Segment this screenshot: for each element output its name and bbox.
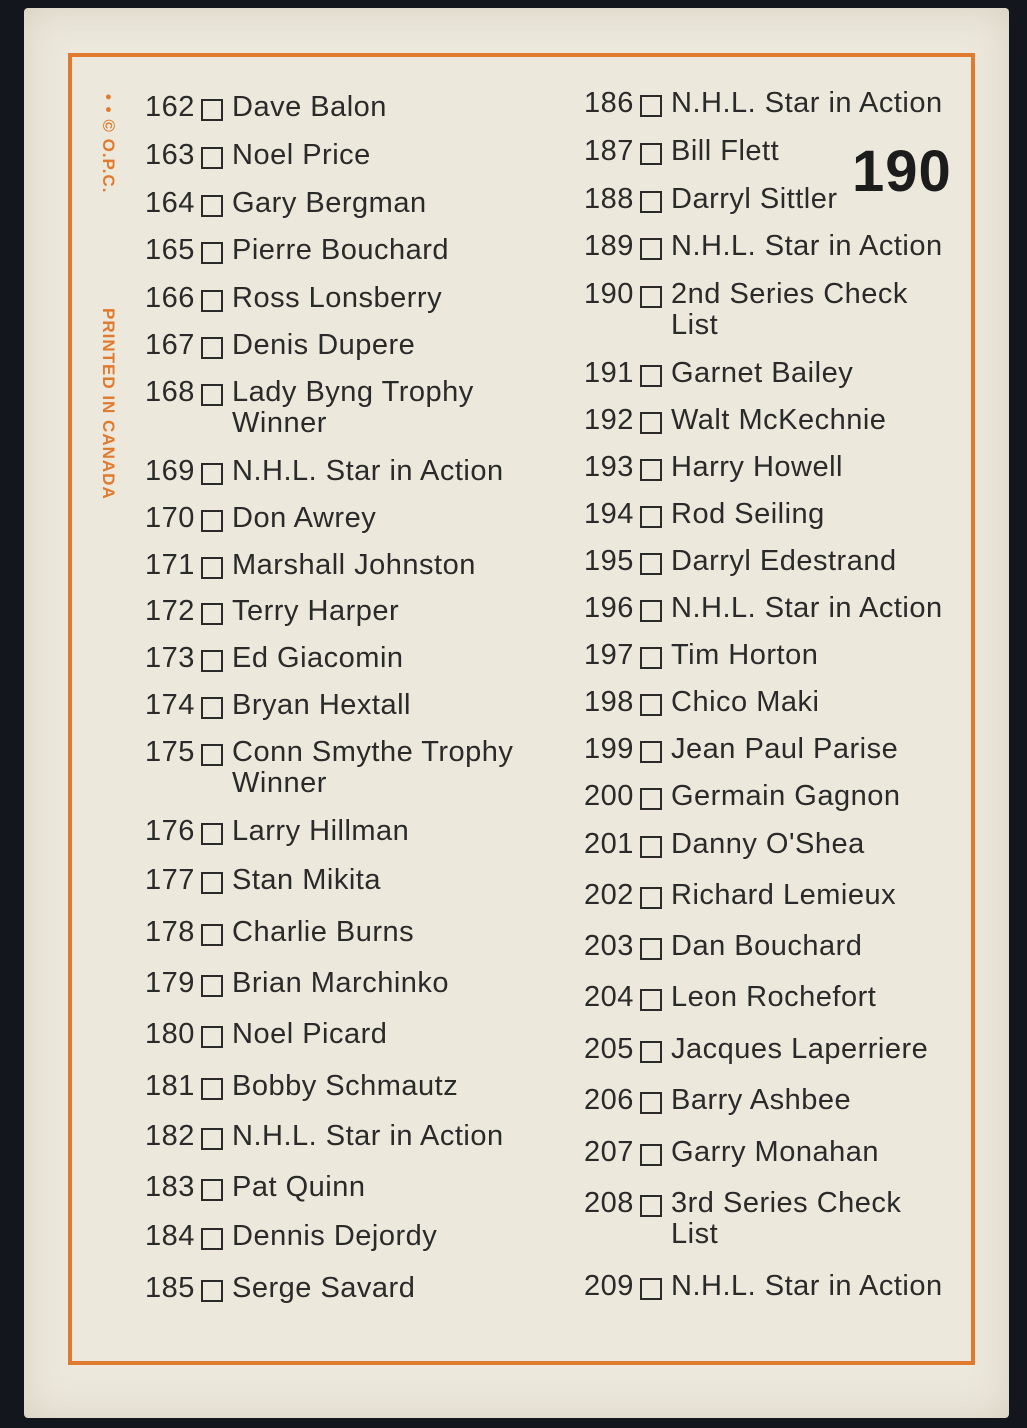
player-name: N.H.L. Star in Action — [671, 592, 943, 624]
side-print — [98, 92, 120, 552]
player-name: Noel Price — [232, 139, 371, 171]
card-number-label: 195 — [584, 545, 634, 577]
card-number-label: 192 — [584, 404, 634, 436]
player-name: N.H.L. Star in Action — [671, 1270, 943, 1302]
checkbox[interactable] — [640, 1144, 662, 1166]
card-number-label: 171 — [145, 549, 195, 581]
checklist-item — [584, 452, 843, 483]
checklist-item — [145, 596, 399, 627]
checklist-item — [584, 1085, 851, 1116]
card-number-label: 167 — [145, 329, 195, 361]
checkbox[interactable] — [201, 1128, 223, 1150]
checklist-item — [145, 1121, 504, 1152]
checklist-item — [145, 690, 411, 721]
checkbox[interactable] — [640, 836, 662, 858]
checklist-item — [584, 687, 819, 718]
player-name: Brian Marchinko — [232, 967, 450, 999]
checkbox[interactable] — [640, 741, 662, 763]
checkbox[interactable] — [201, 557, 223, 579]
checklist-item — [584, 640, 818, 671]
checkbox[interactable] — [201, 1078, 223, 1100]
printed-in-canada-text: PRINTED IN CANADA — [99, 308, 118, 500]
player-name: Ross Lonsberry — [232, 282, 443, 314]
player-name: Danny O'Shea — [671, 828, 865, 860]
checkbox[interactable] — [640, 553, 662, 575]
checkbox[interactable] — [640, 365, 662, 387]
player-name: Dan Bouchard — [671, 930, 863, 962]
card-number-label: 205 — [584, 1033, 634, 1065]
player-name: Richard Lemieux — [671, 879, 897, 911]
checkbox[interactable] — [201, 1179, 223, 1201]
player-name: N.H.L. Star in Action — [671, 230, 943, 262]
card-number-label: 179 — [145, 967, 195, 999]
checklist-item — [584, 88, 943, 119]
player-name: Bobby Schmautz — [232, 1070, 459, 1102]
checkbox[interactable] — [201, 195, 223, 217]
checkbox[interactable] — [640, 694, 662, 716]
card-number-label: 200 — [584, 780, 634, 812]
checklist-item — [584, 734, 898, 765]
checkbox[interactable] — [640, 887, 662, 909]
player-name: Terry Harper — [232, 595, 400, 627]
checklist-item — [584, 1271, 943, 1302]
player-name: Lady Byng Trophy Winner — [232, 376, 474, 439]
checkbox[interactable] — [640, 459, 662, 481]
checkbox[interactable] — [201, 1228, 223, 1250]
checklist-item — [145, 737, 513, 799]
player-name: Pat Quinn — [232, 1171, 366, 1203]
card-number-label: 172 — [145, 595, 195, 627]
checkbox[interactable] — [201, 872, 223, 894]
checklist-item — [145, 1019, 387, 1050]
checklist-item — [145, 330, 415, 361]
card-number-label: 169 — [145, 455, 195, 487]
player-name: 2nd Series Check List — [671, 278, 908, 341]
checklist-item — [145, 643, 404, 674]
card-number-label: 166 — [145, 282, 195, 314]
card-number-label: 162 — [145, 91, 195, 123]
checklist-item — [145, 917, 414, 948]
player-name: Jacques Laperriere — [671, 1033, 929, 1065]
checkbox[interactable] — [640, 989, 662, 1011]
card-number-label: 199 — [584, 733, 634, 765]
player-name: N.H.L. Star in Action — [232, 1120, 504, 1152]
checkbox[interactable] — [201, 603, 223, 625]
checkbox[interactable] — [640, 286, 662, 308]
card-number-label: 173 — [145, 642, 195, 674]
player-name: Rod Seiling — [671, 498, 825, 530]
checkbox[interactable] — [201, 510, 223, 532]
checklist-item — [145, 550, 476, 581]
checklist-item — [145, 1071, 458, 1102]
player-name: N.H.L. Star in Action — [232, 455, 504, 487]
player-name: Leon Rochefort — [671, 981, 877, 1013]
checkbox[interactable] — [640, 412, 662, 434]
player-name: Jean Paul Parise — [671, 733, 899, 765]
card-number-label: 197 — [584, 639, 634, 671]
player-name: Bryan Hextall — [232, 689, 411, 721]
card-number-label: 187 — [584, 135, 634, 167]
card-number-label: 207 — [584, 1136, 634, 1168]
card-number-label: 191 — [584, 357, 634, 389]
checklist-item — [145, 235, 449, 266]
checkbox[interactable] — [640, 938, 662, 960]
checkbox[interactable] — [201, 242, 223, 264]
card-number-label: 206 — [584, 1084, 634, 1116]
checklist-item — [145, 140, 371, 171]
checkbox[interactable] — [640, 191, 662, 213]
checkbox[interactable] — [640, 1278, 662, 1300]
card-number-label: 208 — [584, 1187, 634, 1219]
player-name: Serge Savard — [232, 1272, 416, 1304]
player-name: Chico Maki — [671, 686, 820, 718]
player-name: Garry Monahan — [671, 1136, 879, 1168]
card-number-label: 202 — [584, 879, 634, 911]
checklist-item — [584, 405, 886, 436]
card-number-label: 180 — [145, 1018, 195, 1050]
card-number-label: 184 — [145, 1220, 195, 1252]
card-number-label: 196 — [584, 592, 634, 624]
checklist-item — [584, 184, 838, 215]
checklist-item — [584, 829, 865, 860]
player-name: Germain Gagnon — [671, 780, 901, 812]
checklist-item — [584, 279, 908, 341]
checkbox[interactable] — [201, 463, 223, 485]
checklist-item — [584, 880, 896, 911]
checkbox[interactable] — [201, 290, 223, 312]
player-name: Pierre Bouchard — [232, 234, 450, 266]
player-name: Dennis Dejordy — [232, 1220, 438, 1252]
player-name: Conn Smythe Trophy Winner — [232, 736, 514, 799]
checkbox[interactable] — [640, 95, 662, 117]
card-number-label: 163 — [145, 139, 195, 171]
checkbox[interactable] — [201, 147, 223, 169]
card-number-label: 188 — [584, 183, 634, 215]
card-number-label: 181 — [145, 1070, 195, 1102]
copyright-text: • • © O.P.C. — [99, 94, 118, 194]
checklist-item — [145, 503, 376, 534]
card-number-label: 203 — [584, 930, 634, 962]
player-name: Garnet Bailey — [671, 357, 854, 389]
checklist-item — [145, 377, 474, 439]
card-number-label: 186 — [584, 87, 634, 119]
player-name: Ed Giacomin — [232, 642, 404, 674]
player-name: Dave Balon — [232, 91, 387, 123]
checkbox[interactable] — [201, 1026, 223, 1048]
checkbox[interactable] — [640, 1195, 662, 1217]
card-number-label: 204 — [584, 981, 634, 1013]
card-number-label: 209 — [584, 1270, 634, 1302]
card-number-label: 193 — [584, 451, 634, 483]
checklist-item — [145, 1273, 415, 1304]
card-number-label: 176 — [145, 815, 195, 847]
card-number-label: 175 — [145, 736, 195, 768]
player-name: Bill Flett — [671, 135, 780, 167]
checklist-item — [145, 456, 504, 487]
checklist-item — [584, 1137, 879, 1168]
checkbox[interactable] — [640, 143, 662, 165]
card-number-label: 189 — [584, 230, 634, 262]
checklist-item — [584, 1034, 928, 1065]
player-name: Stan Mikita — [232, 864, 381, 896]
card-number-label: 183 — [145, 1171, 195, 1203]
card-number-label: 178 — [145, 916, 195, 948]
checklist-item — [584, 1188, 901, 1250]
checklist-item — [584, 546, 897, 577]
checklist-item — [145, 188, 427, 219]
player-name: Larry Hillman — [232, 815, 410, 847]
checkbox[interactable] — [201, 975, 223, 997]
card-number-label: 165 — [145, 234, 195, 266]
player-name: Harry Howell — [671, 451, 843, 483]
player-name: Darryl Sittler — [671, 183, 838, 215]
card-number-label: 174 — [145, 689, 195, 721]
player-name: Noel Picard — [232, 1018, 388, 1050]
checkbox[interactable] — [201, 924, 223, 946]
checkbox[interactable] — [640, 506, 662, 528]
card-number-label: 168 — [145, 376, 195, 408]
player-name: Marshall Johnston — [232, 549, 476, 581]
checkbox[interactable] — [640, 600, 662, 622]
player-name: Denis Dupere — [232, 329, 416, 361]
checkbox[interactable] — [640, 1041, 662, 1063]
checklist-item — [584, 931, 862, 962]
checklist-item — [145, 1221, 437, 1252]
checklist-item — [584, 593, 943, 624]
checklist-item — [584, 136, 779, 167]
checkbox[interactable] — [201, 99, 223, 121]
player-name: Walt McKechnie — [671, 404, 887, 436]
player-name: Charlie Burns — [232, 916, 415, 948]
card-number-label: 170 — [145, 502, 195, 534]
checkbox[interactable] — [201, 823, 223, 845]
card-number-label: 190 — [584, 278, 634, 310]
checkbox[interactable] — [201, 697, 223, 719]
card-number: 190 — [852, 139, 952, 204]
checklist-item — [584, 231, 943, 262]
player-name: 3rd Series Check List — [671, 1187, 902, 1250]
checklist-item — [145, 92, 387, 123]
checkbox[interactable] — [201, 1280, 223, 1302]
card-number-label: 198 — [584, 686, 634, 718]
player-name: Tim Horton — [671, 639, 819, 671]
checkbox[interactable] — [201, 337, 223, 359]
card-number-label: 182 — [145, 1120, 195, 1152]
card-number-label: 185 — [145, 1272, 195, 1304]
player-name: Barry Ashbee — [671, 1084, 852, 1116]
checkbox[interactable] — [640, 788, 662, 810]
checklist-item — [145, 283, 442, 314]
card-number-label: 201 — [584, 828, 634, 860]
checkbox[interactable] — [201, 744, 223, 766]
checkbox[interactable] — [201, 384, 223, 406]
player-name: Gary Bergman — [232, 187, 427, 219]
player-name: N.H.L. Star in Action — [671, 87, 943, 119]
checklist-item — [145, 1172, 365, 1203]
checkbox[interactable] — [640, 1092, 662, 1114]
checkbox[interactable] — [640, 238, 662, 260]
card-number-label: 164 — [145, 187, 195, 219]
card-number-label: 177 — [145, 864, 195, 896]
checklist-item — [145, 816, 409, 847]
player-name: Darryl Edestrand — [671, 545, 897, 577]
checklist-item — [584, 499, 825, 530]
checklist-item — [145, 865, 381, 896]
checklist-item — [584, 358, 853, 389]
checkbox[interactable] — [201, 650, 223, 672]
checklist-item — [584, 982, 876, 1013]
checklist-item — [584, 781, 900, 812]
player-name: Don Awrey — [232, 502, 377, 534]
card-number-label: 194 — [584, 498, 634, 530]
checklist-item — [145, 968, 449, 999]
checkbox[interactable] — [640, 647, 662, 669]
